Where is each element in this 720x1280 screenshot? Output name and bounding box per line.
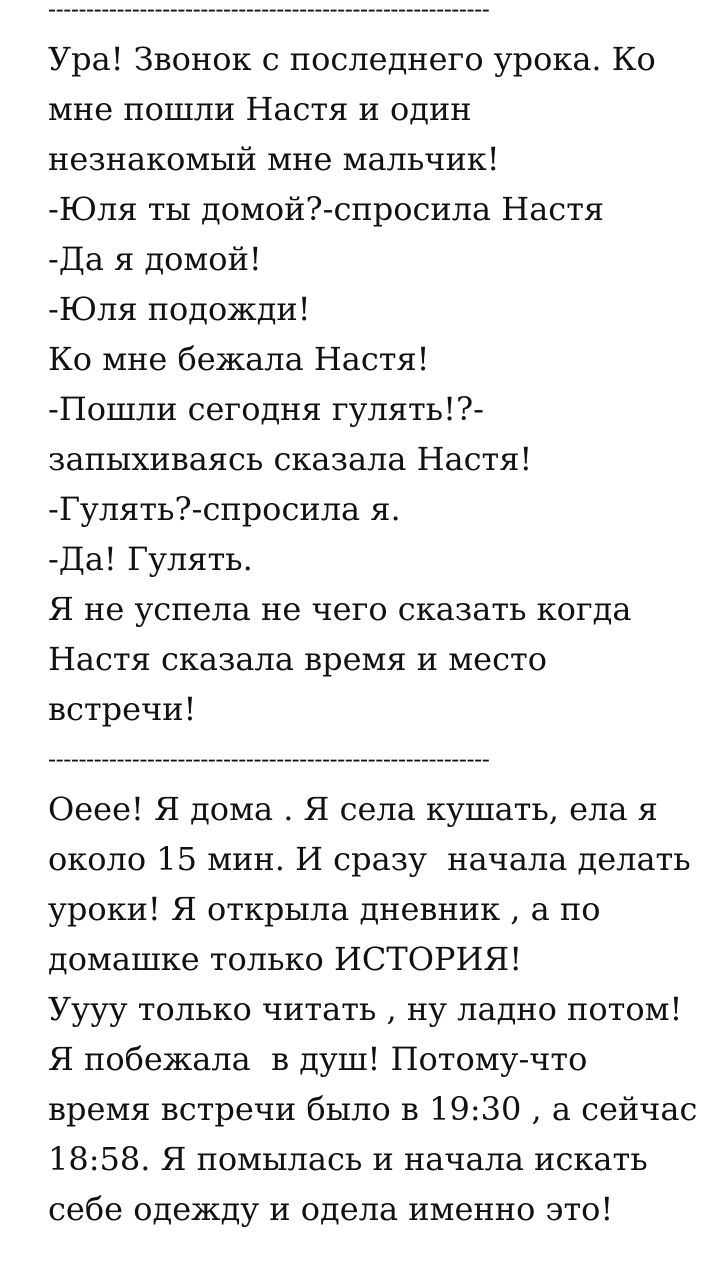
story-line: Настя сказала время и место — [48, 640, 547, 678]
story-line: -Да я домой! — [48, 240, 262, 278]
divider-top: ---------------------------------------------------------- — [48, 0, 490, 23]
story-line: Ко мне бежала Настя! — [48, 340, 430, 378]
story-line: -Да! Гулять. — [48, 540, 253, 578]
story-line: мне пошли Настя и один — [48, 90, 472, 128]
story-line: незнакомый мне мальчик! — [48, 140, 500, 178]
story-line: Ура! Звонок с последнего урока. Ко — [48, 40, 656, 78]
story-line: Я не успела не чего сказать когда — [48, 590, 632, 628]
story-line: около 15 мин. И сразу начала делать — [48, 840, 691, 878]
story-line: запыхиваясь сказала Настя! — [48, 440, 533, 478]
story-line: Уууу только читать , ну ладно потом! — [48, 990, 683, 1028]
story-line: -Юля ты домой?-спросила Настя — [48, 190, 605, 228]
story-line: -Пошли сегодня гулять!?- — [48, 390, 484, 428]
story-text — [48, 0, 708, 1234]
story-line: -Гулять?-спросила я. — [48, 490, 401, 528]
story-line: время встречи было в 19:30 , а сейчас — [48, 1090, 698, 1128]
story-line: домашке только ИСТОРИЯ! — [48, 940, 523, 978]
story-line: Оеее! Я дома . Я села кушать, ела я — [48, 790, 658, 828]
story-line: -Юля подожди! — [48, 290, 311, 328]
story-line: уроки! Я открыла дневник , а по — [48, 890, 601, 928]
story-line: себе одежду и одела именно это! — [48, 1190, 614, 1228]
story-line: Я побежала в душ! Потому-что — [48, 1040, 588, 1078]
story-line: встречи! — [48, 690, 197, 728]
story-line: 18:58. Я помылась и начала искать — [48, 1140, 648, 1178]
divider-middle: ---------------------------------------------------------- — [48, 745, 490, 773]
